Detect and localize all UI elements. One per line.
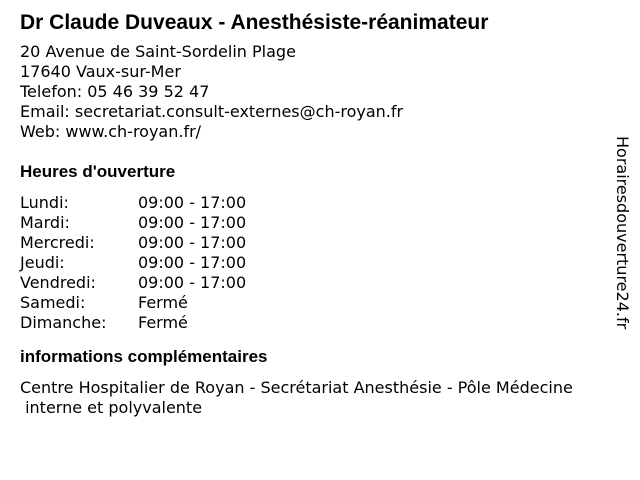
day-label: Mercredi:: [20, 233, 95, 252]
listing-card: [20, 10, 615, 418]
side-brand-watermark: [612, 136, 632, 346]
hours-row-monday: [20, 193, 615, 213]
hours-value: Fermé: [138, 293, 188, 312]
page-title: Dr Claude Duveaux - Anesthésiste-réanimateur: [20, 11, 489, 34]
hours-row-thursday: [20, 253, 615, 273]
address-street: 20 Avenue de Saint-Sordelin Plage: [20, 42, 296, 61]
address-block: [20, 42, 615, 142]
day-label: Dimanche:: [20, 313, 107, 332]
hours-row-sunday: [20, 313, 615, 333]
day-label: Samedi:: [20, 293, 86, 312]
hours-value: 09:00 - 17:00: [138, 233, 247, 252]
day-label: Jeudi:: [20, 253, 65, 272]
opening-hours-heading: Heures d'ouverture: [20, 162, 176, 181]
day-label: Lundi:: [20, 193, 69, 212]
web-line[interactable]: Web: www.ch-royan.fr/: [20, 122, 202, 141]
hours-row-saturday: [20, 293, 615, 313]
side-brand-text: Horairesdouverture24.fr: [613, 136, 632, 330]
hours-value: 09:00 - 17:00: [138, 193, 247, 212]
email-line[interactable]: Email: secretariat.consult-externes@ch-royan.fr: [20, 102, 404, 121]
phone-line: Telefon: 05 46 39 52 47: [20, 82, 210, 101]
hours-value: 09:00 - 17:00: [138, 253, 247, 272]
day-label: Vendredi:: [20, 273, 96, 292]
address-city: 17640 Vaux-sur-Mer: [20, 62, 181, 81]
day-label: Mardi:: [20, 213, 70, 232]
hours-value: 09:00 - 17:00: [138, 273, 247, 292]
hours-row-wednesday: [20, 233, 615, 253]
additional-info-text: Centre Hospitalier de Royan - Secrétariat Anesthésie - Pôle Médecine interne et polyvalente: [20, 378, 573, 417]
hours-row-tuesday: [20, 213, 615, 233]
additional-info-heading: informations complémentaires: [20, 347, 268, 366]
hours-value: 09:00 - 17:00: [138, 213, 247, 232]
opening-hours-table: [20, 193, 615, 333]
hours-value: Fermé: [138, 313, 188, 332]
hours-row-friday: [20, 273, 615, 293]
